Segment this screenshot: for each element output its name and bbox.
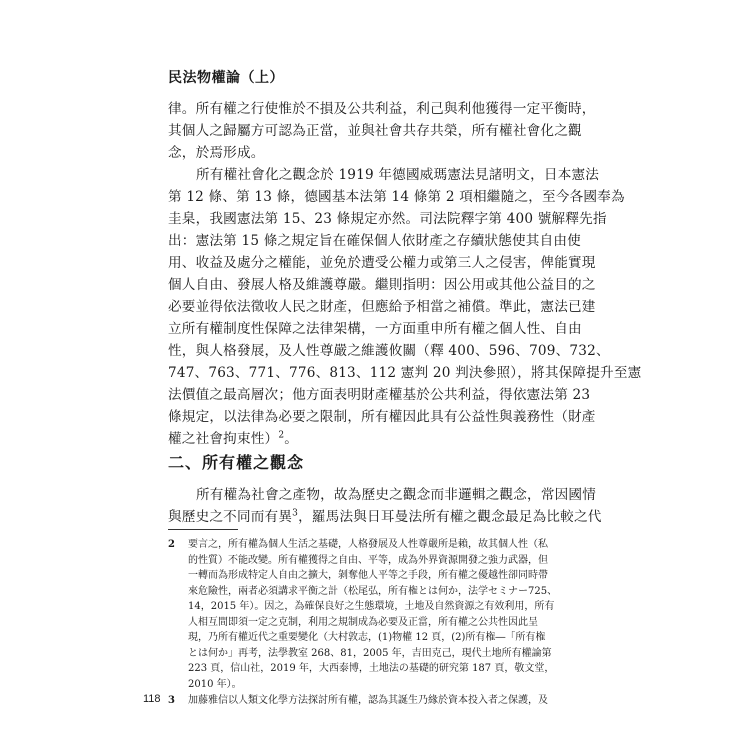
section-heading: 二、所有權之觀念 (168, 453, 305, 472)
footnote-line: 加藤雅信以人類文化學方法探討所有權，認為其誕生乃緣於資本投入者之保護，及 (188, 695, 548, 706)
footnote-line: 一轉而為形成特定人自由之擴大，剝奪他人平等之手段，所有權之優越性卻同時帶 (188, 570, 548, 581)
page-number: 118 (143, 693, 161, 705)
text-line: 第 12 條、第 13 條，德國基本法第 14 條第 2 項相繼隨之，至今各國奉為 (168, 189, 625, 205)
text-line: 性，與人格發展，及人性尊嚴之維護攸關（釋 400、596、709、732、 (168, 343, 610, 359)
text-line: 747、763、771、776、813、112 憲判 20 判決參照），將其保障提升至憲 (168, 365, 642, 381)
text-run: 與歷史之不同而有異 (168, 509, 293, 525)
text-line (168, 506, 602, 528)
footnote-number: 3 (168, 695, 175, 706)
footnote-line: とは何か」再考，法學教室 268、81，2005 年，吉田克己，現代土地所有權論第 (188, 647, 552, 659)
text-run: 。 (284, 431, 299, 447)
text-line: 立所有權制度性保障之法律架構，一方面重申所有權之個人性、自由 (168, 321, 582, 337)
footnote-line: 人相互間即須一定之克制，利用之規制成為必要及正當，所有權之公共性因此呈 (188, 616, 538, 628)
text-run: ，羅馬法與日耳曼法所有權之觀念最足為比較之代 (298, 509, 602, 525)
paragraph-3 (168, 484, 602, 528)
text-line: 圭臬，我國憲法第 15、23 條規定亦然。司法院釋字第 400 號解釋先指 (168, 211, 607, 227)
text-line (168, 428, 588, 450)
footnote-line: 來危險性，兩者必須講求平衡之計（松尾弘，所有権とは何か，法学セミナー725、 (188, 585, 558, 597)
text-run: 權之社會拘束性） (168, 431, 279, 447)
footnote-separator (168, 529, 238, 530)
text-line: 其個人之歸屬方可認為正當，並與社會共存共榮，所有權社會化之觀 (168, 123, 582, 139)
text-line: 念，於焉形成。 (168, 145, 265, 161)
text-line: 必要並得依法徵收人民之財產，但應給予相當之補償。準此，憲法已建 (168, 299, 596, 315)
footnote-line: 的性質）不能改變。所有權獲得之自由、平等，成為外界資源開發之強力武器，但 (188, 554, 548, 566)
footnote-ref-3[interactable]: 3 (292, 508, 299, 519)
footnote-line: 14，2015 年）。因之，為確保良好之生態環境，土地及自然資源之有效利用，所有 (188, 601, 555, 612)
text-line: 所有權為社會之產物，故為歷史之觀念而非邏輯之觀念，常因國情 (196, 487, 597, 503)
footnote-line: 要言之，所有權為個人生活之基礎，人格發展及人性尊嚴所是賴，故其個人性（私 (188, 539, 548, 550)
running-header: 民法物權論（上） (168, 70, 284, 86)
text-line: 條規定，以法律為必要之限制，所有權因此具有公益性與義務性（財產 (168, 409, 596, 425)
text-line: 法價值之最高層次；他方面表明財產權基於公共利益，得依憲法第 23 (168, 387, 591, 403)
footnote-line: 現，乃所有權近代之重要變化（大村敦志，(1)物權 12 頁，(2)所有権―「所有権 (188, 632, 546, 643)
text-line: 律。所有權之行使惟於不損及公共利益，利己與利他獲得一定平衡時， (168, 101, 596, 117)
paragraph-1 (168, 98, 596, 164)
paragraph-2 (168, 164, 642, 450)
footnote-3 (168, 693, 588, 709)
text-line: 出：憲法第 15 條之規定旨在確保個人依財產之存續狀態使其自由使 (168, 233, 581, 249)
text-line: 所有權社會化之觀念於 1919 年德國威瑪憲法見諸明文，日本憲法 (196, 167, 600, 183)
footnote-2 (168, 537, 588, 692)
footnote-number: 2 (168, 539, 175, 550)
footnote-line: 2010 年）。 (188, 678, 242, 690)
footnote-line: 223 頁，信山社，2019 年，大西泰博，土地法の基礎的研究第 187 頁，敬文堂， (188, 663, 555, 674)
footnote-ref-2[interactable]: 2 (278, 430, 285, 441)
text-line: 個人自由、發展人格及維護尊嚴。繼則指明：因公用或其他公益目的之 (168, 277, 596, 293)
text-line: 用、收益及處分之權能，並免於遭受公權力或第三人之侵害，俾能實現 (168, 255, 596, 271)
